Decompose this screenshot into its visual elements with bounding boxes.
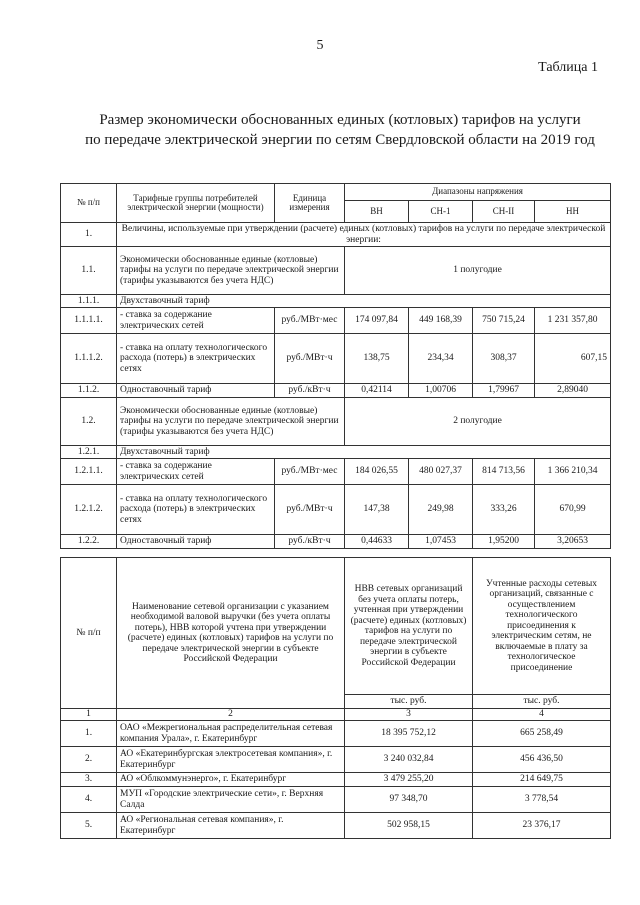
header-ranges: Диапазоны напряжения — [345, 184, 611, 201]
row-text: - ставка на оплату технологического расхода (потерь) в электрических сетях — [117, 485, 275, 535]
org-nvv: 502 958,15 — [345, 813, 473, 839]
value-nn: 1 231 357,80 — [535, 308, 611, 334]
value-vn: 138,75 — [345, 334, 409, 384]
row-text: - ставка за содержание электрических сетей — [117, 459, 275, 485]
row-num: 1.2.2. — [61, 535, 117, 549]
table-row — [61, 398, 611, 446]
org-expenses: 3 778,54 — [473, 787, 611, 813]
header-org-name: Наименование сетевой организации с указанием необходимой валовой выручки (без учета оплаты потерь), НВВ которой учтена при утверждении (расчете) единых (котловых) тарифов на услуги по передаче электрической энергии в субъекте Российской Федерации — [117, 558, 345, 709]
table-row — [61, 308, 611, 334]
org-num: 3. — [61, 773, 117, 787]
header-unit-4: тыс. руб. — [473, 695, 611, 709]
header-sn1: СН-1 — [409, 201, 473, 223]
network-orgs-table — [60, 557, 611, 839]
value-vn: 147,38 — [345, 485, 409, 535]
table-row — [61, 459, 611, 485]
header-unit-3: тыс. руб. — [345, 695, 473, 709]
org-expenses: 665 258,49 — [473, 721, 611, 747]
org-nvv: 3 240 032,84 — [345, 747, 473, 773]
org-name: ОАО «Межрегиональная распределительная сетевая компания Урала», г. Екатеринбург — [117, 721, 345, 747]
row-num: 1.1.1.1. — [61, 308, 117, 334]
org-expenses: 214 649,75 — [473, 773, 611, 787]
row-num: 1.2.1. — [61, 446, 117, 459]
table-row — [61, 247, 611, 295]
header-vn: ВН — [345, 201, 409, 223]
table-row — [61, 295, 611, 308]
row-text: Одноставочный тариф — [117, 535, 275, 549]
org-name: АО «Екатеринбургская электросетевая компания», г. Екатеринбург — [117, 747, 345, 773]
row-num: 1.1.1.2. — [61, 334, 117, 384]
title-line-1: Размер экономически обоснованных единых (котловых) тарифов на услуги — [99, 112, 581, 128]
table-row — [61, 787, 611, 813]
value-sn1: 1,07453 — [409, 535, 473, 549]
row-unit: руб./МВт·мес — [275, 459, 345, 485]
table-row — [61, 485, 611, 535]
row-text: Двухставочный тариф — [117, 295, 611, 308]
value-nn: 670,99 — [535, 485, 611, 535]
value-sn2: 814 713,56 — [473, 459, 535, 485]
page-number: 5 — [316, 38, 324, 53]
org-num: 2. — [61, 747, 117, 773]
value-sn2: 333,26 — [473, 485, 535, 535]
value-sn1: 234,34 — [409, 334, 473, 384]
tariff-table — [60, 183, 611, 549]
value-sn2: 750 715,24 — [473, 308, 535, 334]
org-name: АО «Облкоммунэнерго», г. Екатеринбург — [117, 773, 345, 787]
row-text: Экономически обоснованные единые (котловые) тарифы на услуги по передаче электрической энергии (тарифы указываются без учета НДС) — [117, 247, 345, 295]
value-nn: 1 366 210,34 — [535, 459, 611, 485]
header-expenses: Учтенные расходы сетевых организаций, связанные с осуществлением технологического присоединения к электрическим сетям, не включаемые в плату за технологическое присоединение — [473, 558, 611, 695]
row-num: 1.2.1.1. — [61, 459, 117, 485]
table-row — [61, 773, 611, 787]
table-row — [61, 813, 611, 839]
value-vn: 174 097,84 — [345, 308, 409, 334]
org-expenses: 23 376,17 — [473, 813, 611, 839]
row-num: 1.1. — [61, 247, 117, 295]
table-row — [61, 721, 611, 747]
value-vn: 0,42114 — [345, 384, 409, 398]
row-unit: руб./кВт·ч — [275, 384, 345, 398]
header-num: № п/п — [61, 558, 117, 709]
row-text: Экономически обоснованные единые (котловые) тарифы на услуги по передаче электрической энергии (тарифы указываются без учета НДС) — [117, 398, 345, 446]
row-unit: руб./МВт·ч — [275, 334, 345, 384]
period-label: 1 полугодие — [345, 247, 611, 295]
row-num: 1.1.2. — [61, 384, 117, 398]
header-sn2: СН-II — [473, 201, 535, 223]
value-sn2: 1,79967 — [473, 384, 535, 398]
org-nvv: 3 479 255,20 — [345, 773, 473, 787]
row-num: 1.2.1.2. — [61, 485, 117, 535]
row-unit: руб./МВт·ч — [275, 485, 345, 535]
header-num: № п/п — [61, 184, 117, 223]
row-text: - ставка за содержание электрических сетей — [117, 308, 275, 334]
table-label: Таблица 1 — [538, 60, 598, 75]
org-nvv: 97 348,70 — [345, 787, 473, 813]
column-index-4: 4 — [473, 709, 611, 721]
section-text: Величины, используемые при утверждении (расчете) единых (котловых) тарифов на услуги по передаче электрической энергии: — [117, 223, 611, 247]
row-num: 1.2. — [61, 398, 117, 446]
header-nvv: НВВ сетевых организаций без учета оплаты потерь, учтенная при утверждении (расчете) единых (котловых) тарифов на услуги по передаче электрической энергии в субъекте Российской Федерации — [345, 558, 473, 695]
value-sn1: 480 027,37 — [409, 459, 473, 485]
table-row — [61, 384, 611, 398]
column-index-2: 2 — [117, 709, 345, 721]
header-nn: НН — [535, 201, 611, 223]
value-sn2: 308,37 — [473, 334, 535, 384]
value-sn1: 449 168,39 — [409, 308, 473, 334]
org-num: 1. — [61, 721, 117, 747]
column-index-1: 1 — [61, 709, 117, 721]
row-unit: руб./МВт·мес — [275, 308, 345, 334]
table-row — [61, 535, 611, 549]
org-name: АО «Региональная сетевая компания», г. Екатеринбург — [117, 813, 345, 839]
title-line-2: по передаче электрической энергии по сетям Свердловской области на 2019 год — [85, 132, 595, 148]
table-row — [61, 446, 611, 459]
table-row — [61, 223, 611, 247]
row-num: 1. — [61, 223, 117, 247]
value-sn2: 1,95200 — [473, 535, 535, 549]
row-text: - ставка на оплату технологического расхода (потерь) в электрических сетях — [117, 334, 275, 384]
value-nn: 3,20653 — [535, 535, 611, 549]
row-num: 1.1.1. — [61, 295, 117, 308]
row-text: Одноставочный тариф — [117, 384, 275, 398]
value-nn: 2,89040 — [535, 384, 611, 398]
table-row — [61, 334, 611, 384]
org-num: 5. — [61, 813, 117, 839]
org-expenses: 456 436,50 — [473, 747, 611, 773]
header-unit: Единица измерения — [275, 184, 345, 223]
row-text: Двухставочный тариф — [117, 446, 611, 459]
org-num: 4. — [61, 787, 117, 813]
period-label: 2 полугодие — [345, 398, 611, 446]
table-row — [61, 747, 611, 773]
row-unit: руб./кВт·ч — [275, 535, 345, 549]
header-groups: Тарифные группы потребителей электрической энергии (мощности) — [117, 184, 275, 223]
org-nvv: 18 395 752,12 — [345, 721, 473, 747]
value-sn1: 1,00706 — [409, 384, 473, 398]
column-index-3: 3 — [345, 709, 473, 721]
org-name: МУП «Городские электрические сети», г. Верхняя Салда — [117, 787, 345, 813]
value-sn1: 249,98 — [409, 485, 473, 535]
value-vn: 184 026,55 — [345, 459, 409, 485]
document-title — [40, 110, 640, 150]
value-nn: 607,15 — [535, 334, 611, 384]
value-vn: 0,44633 — [345, 535, 409, 549]
